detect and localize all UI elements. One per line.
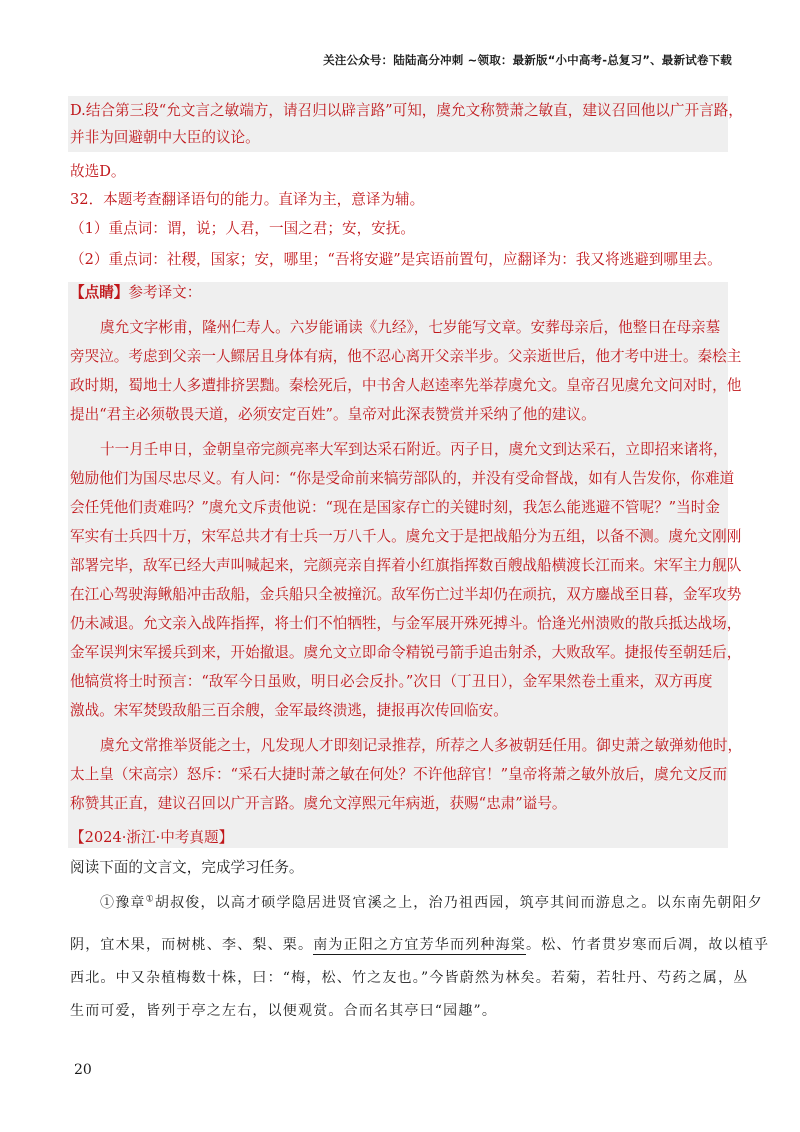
translation-p2-line-10: 激战。宋军焚毁敌船三百余艘，金军最终溃逃，捷报再次传回临安。 (70, 702, 508, 719)
exam-tag: 【2024·浙江·中考真题】 (70, 829, 234, 846)
q32-point-1: （1）重点词：谓，说；人君，一国之君；安，安抚。 (70, 220, 415, 237)
translation-p3-line-1: 虞允文常推举贤能之士，凡发现人才即刻记录推荐，所荐之人多被朝廷任用。御史萧之敏弹劾他时， (100, 737, 743, 754)
dianjing-title: 参考译文： (128, 284, 202, 301)
q32-intro: 32．本题考查翻译语句的能力。直译为主，意译为辅。 (70, 191, 425, 208)
q32-point-2: （2）重点词：社稷，国家；安，哪里；“吾将安避”是宾语前置句，应翻译为：我又将逃避到哪里去。 (70, 251, 722, 268)
answer-d-line-1: D.结合第三段“允文言之敏端方，请召归以辟言路”可知，虞允文称赞萧之敏直，建议召回他以广开言路， (70, 102, 743, 119)
underlined-sentence: 南为正阳之方宜芳华而列种海棠 (313, 937, 527, 953)
classical-place: 豫章 (115, 895, 146, 911)
translation-p1-line-1: 虞允文字彬甫，隆州仁寿人。六岁能诵读《九经》，七岁能写文章。安葬母亲后，他整日在母亲墓 (100, 319, 721, 336)
classical-line-2 (70, 935, 769, 955)
footnote-ref: ① (145, 894, 155, 905)
exam-instruction: 阅读下面的文言文，完成学习任务。 (70, 859, 304, 876)
translation-p2-line-7: 仍未减退。允文亲入战阵指挥，将士们不怕牺牲，与金军展开殊死搏斗。恰逢光州溃败的散兵抵达战场， (70, 615, 742, 632)
translation-p1-line-4: 提出“君主必须敬畏天道，必须安定百姓”。皇帝对此深表赞赏并采纳了他的建议。 (70, 406, 596, 423)
page-header: 关注公众号：陆陆高分冲刺 ~领取：最新版“小中高考-总复习”、最新试卷下载 (323, 53, 732, 67)
classical-line-1 (100, 893, 763, 913)
classical-line-1-text: 胡叔俊，以高才硕学隐居进贤官溪之上，治乃祖西园，筑亭其间而游息之。以东南先朝阳夕 (154, 895, 763, 911)
classical-marker: ① (100, 895, 116, 911)
translation-p3-line-2: 太上皇（宋高宗）怒斥：“采石大捷时萧之敏在何处？不许他辞官！”皇帝将萧之敏外放后，虞允文反而 (70, 766, 728, 783)
classical-line-4: 生而可爱，皆列于亭之左右，以便观赏。合而名其亭曰“园趣”。 (70, 1003, 498, 1019)
translation-p2-line-9: 他犒赏将士时预言：“敌军今日虽败，明日必会反扑。”次日（丁丑日），金军果然卷土重来，双方再度 (70, 673, 713, 690)
translation-p2-line-3: 会任凭他们责难吗？”虞允文斥责他说：“现在是国家存亡的关键时刻，我怎么能逃避不管呢？”当时金 (70, 499, 720, 516)
classical-line-2-text: 阴，宜木果，而树桃、李、梨、栗。 (70, 937, 314, 953)
dianjing-heading (70, 283, 201, 303)
answer-choose: 故选D。 (70, 163, 126, 180)
translation-p2-line-5: 部署完毕，敌军已经大声叫喊起来，完颜亮亲自挥着小红旗指挥数百艘战船横渡长江而来。宋军主力舰队 (70, 557, 742, 574)
answer-d-line-2: 并非为回避朝中大臣的议论。 (70, 129, 260, 146)
translation-p2-line-1: 十一月壬申日，金朝皇帝完颜亮率大军到达采石附近。丙子日，虞允文到达采石，立即招来诸将， (100, 441, 728, 458)
translation-p2-line-6: 在江心驾驶海鳅船冲击敌船，金兵船只全被撞沉。敌军伤亡过半却仍在顽抗，双方鏖战至日暮，金军攻势 (70, 586, 742, 603)
classical-line-3: 西北。中又杂植梅数十株，曰：“梅，松、竹之友也。”今皆蔚然为林矣。若菊，若牡丹、芍药之属，丛 (70, 970, 749, 986)
translation-p1-line-2: 旁哭泣。考虑到父亲一人鳏居且身体有病，他不忍心离开父亲半步。父亲逝世后，他才考中进士。秦桧主 (70, 348, 742, 365)
translation-p1-line-3: 政时期，蜀地士人多遭排挤罢黜。秦桧死后，中书舍人赵逵率先举荐虞允文。皇帝召见虞允文问对时，他 (70, 377, 742, 394)
translation-p2-line-2: 勉励他们为国尽忠尽义。有人问：“你是受命前来犒劳部队的，并没有受命督战，如有人告发你，你难道 (70, 470, 735, 487)
translation-p3-line-3: 称赞其正直，建议召回以广开言路。虞允文淳熙元年病逝，获赐“忠肃”谥号。 (70, 795, 567, 812)
translation-p2-line-4: 军实有士兵四十万，宋军总共才有士兵一万八千人。虞允文于是把战船分为五组，以备不测。虞允文刚刚 (70, 528, 742, 545)
dianjing-label: 【点睛】 (70, 284, 129, 301)
classical-line-2-rest: 。松、竹者贯岁寒而后凋，故以植乎 (526, 937, 770, 953)
page-number: 20 (74, 1062, 92, 1078)
translation-p2-line-8: 金军误判宋军援兵到来，开始撤退。虞允文立即命令精锐弓箭手追击射杀，大败敌军。捷报传至朝廷后， (70, 644, 742, 661)
